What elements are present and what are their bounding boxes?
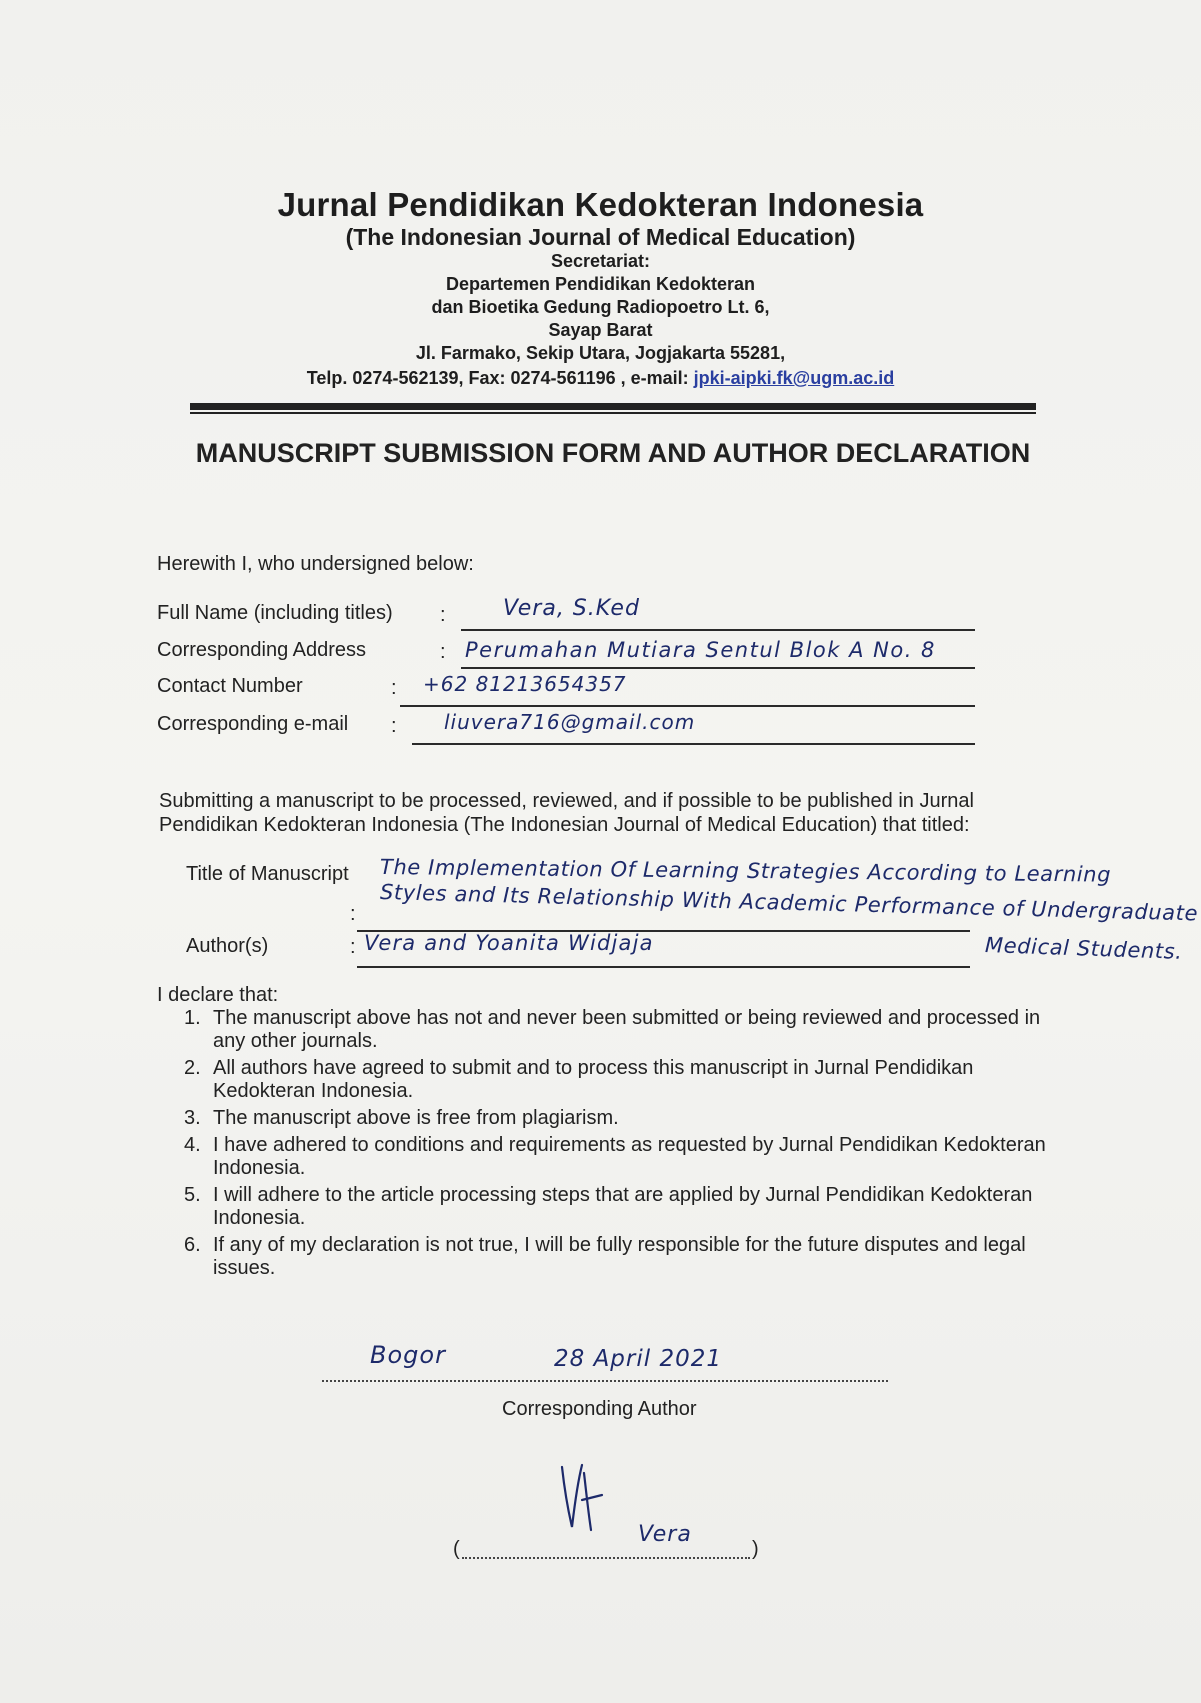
- place-date-dotted-line: [322, 1380, 888, 1382]
- authors-label: Author(s): [186, 935, 269, 957]
- intro-text: Herewith I, who undersigned below:: [157, 553, 474, 575]
- handwritten-signature-icon: [558, 1455, 618, 1545]
- journal-name: Jurnal Pendidikan Kedokteran Indonesia: [277, 186, 924, 223]
- address-line-4: Jl. Farmako, Sekip Utara, Jogjakarta 55281,: [415, 343, 786, 363]
- signature-name[interactable]: Vera: [638, 1522, 692, 1547]
- colon: :: [391, 715, 397, 737]
- paren-close: ): [752, 1538, 759, 1560]
- colon: :: [440, 641, 446, 663]
- signature-dotted-line: [462, 1557, 750, 1559]
- manuscript-title-line-1[interactable]: The Implementation Of Learning Strategies According to Learning: [379, 855, 1112, 887]
- authors-value[interactable]: Vera and Yoanita Widjaja: [364, 931, 654, 955]
- declaration-item: 4. I have adhered to conditions and requirements as requested by Jurnal Pendidikan Kedokteran Indonesia.: [184, 1134, 1046, 1179]
- contact-prefix: Telp. 0274-562139, Fax: 0274-561196 , e-mail:: [306, 368, 694, 388]
- contact-number-value[interactable]: +62 81213654357: [423, 672, 627, 696]
- declaration-item: 1. The manuscript above has not and never been submitted or being reviewed and processed in any other journals.: [184, 1007, 1041, 1052]
- full-name-label: Full Name (including titles): [157, 602, 393, 624]
- colon: :: [391, 677, 397, 699]
- contact-number-label: Contact Number: [157, 675, 303, 697]
- declaration-list: [180, 1007, 1050, 1284]
- manuscript-title-label: Title of Manuscript: [186, 863, 349, 885]
- address-value[interactable]: Perumahan Mutiara Sentul Blok A No. 8: [465, 638, 936, 662]
- email-label: Corresponding e-mail: [157, 713, 349, 735]
- submitting-line-1: Submitting a manuscript to be processed, reviewed, and if possible to be published in Jurnal: [159, 790, 974, 812]
- secretariat-label: Secretariat:: [550, 251, 651, 271]
- journal-english-name: (The Indonesian Journal of Medical Education): [345, 224, 856, 250]
- contact-underline: [400, 705, 975, 707]
- contact-line: [0, 368, 1201, 389]
- paren-open: (: [453, 1538, 460, 1560]
- declaration-item: 3. The manuscript above is free from plagiarism.: [184, 1107, 619, 1129]
- address-label: Corresponding Address: [157, 639, 367, 661]
- manuscript-title-line-2[interactable]: Styles and Its Relationship With Academic Performance of Undergraduate: [379, 880, 1199, 926]
- address-line-1: Departemen Pendidikan Kedokteran: [445, 274, 756, 294]
- email-value[interactable]: liuvera716@gmail.com: [444, 710, 696, 734]
- address-underline: [461, 667, 975, 669]
- address-line-2: dan Bioetika Gedung Radiopoetro Lt. 6,: [431, 297, 770, 317]
- declaration-item: 5. I will adhere to the article processing steps that are applied by Jurnal Pendidikan Kedokteran Indonesia.: [184, 1184, 1033, 1229]
- email-underline: [412, 743, 975, 745]
- journal-email-link[interactable]: jpki-aipki.fk@ugm.ac.id: [693, 368, 895, 388]
- authors-underline: [357, 966, 970, 968]
- full-name-underline: [461, 629, 975, 631]
- declare-intro: I declare that:: [157, 984, 279, 1006]
- header-rule-thin: [190, 412, 1036, 414]
- address-line-3: Sayap Barat: [548, 320, 653, 340]
- signature-place[interactable]: Bogor: [370, 1341, 446, 1369]
- header-rule-thick: [190, 403, 1036, 410]
- manuscript-title-line-3[interactable]: Medical Students.: [984, 933, 1183, 964]
- declaration-item: 6. If any of my declaration is not true, I will be fully responsible for the future disputes and legal issues.: [184, 1234, 1026, 1279]
- signature-date[interactable]: 28 April 2021: [554, 1346, 722, 1372]
- colon: :: [350, 936, 356, 958]
- colon: :: [350, 903, 356, 925]
- colon: :: [440, 604, 446, 626]
- submitting-line-2: Pendidikan Kedokteran Indonesia (The Indonesian Journal of Medical Education) that titled:: [159, 814, 970, 836]
- full-name-value[interactable]: Vera, S.Ked: [503, 596, 640, 621]
- corresponding-author-label: Corresponding Author: [502, 1398, 697, 1420]
- form-title: MANUSCRIPT SUBMISSION FORM AND AUTHOR DECLARATION: [195, 438, 1031, 468]
- declaration-item: 2. All authors have agreed to submit and to process this manuscript in Jurnal Pendidikan Kedokteran Indonesia.: [184, 1057, 974, 1102]
